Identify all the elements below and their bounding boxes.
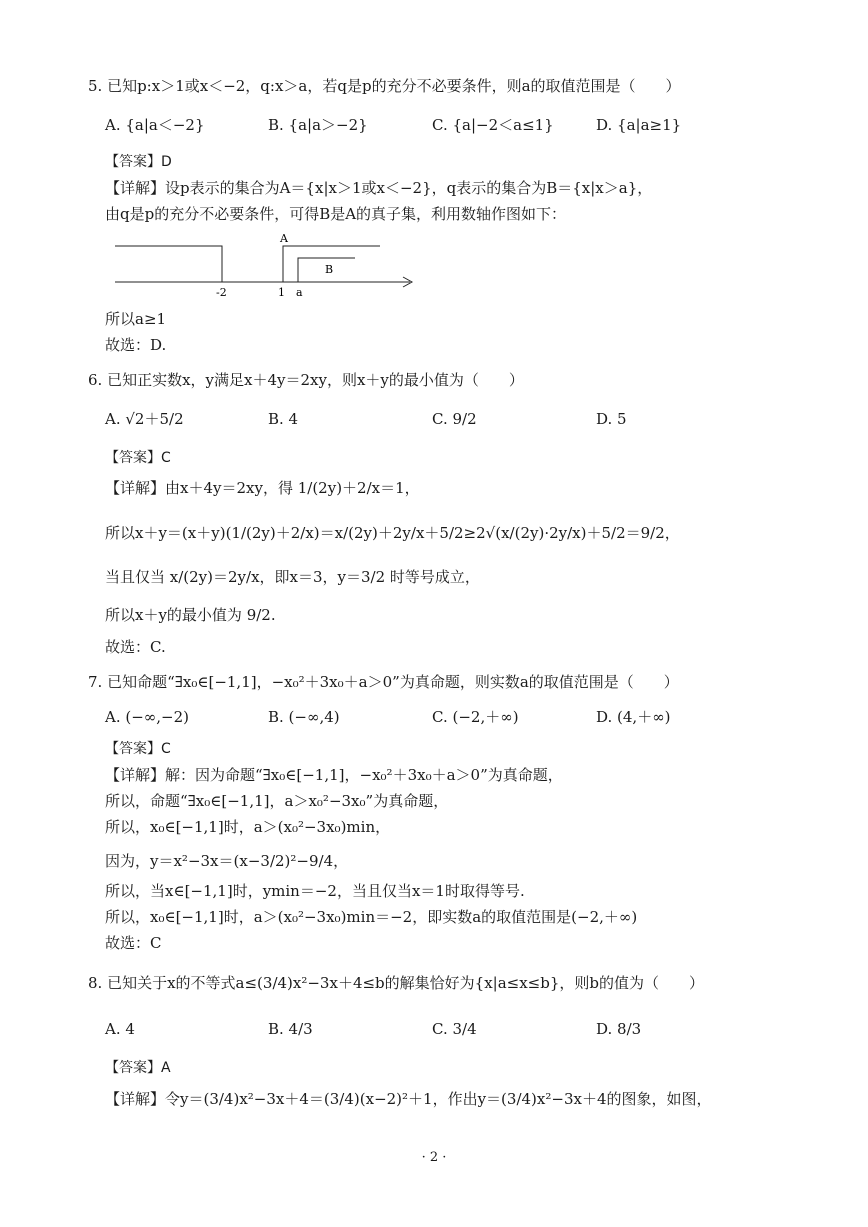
question-6-detail-4: 所以x＋y的最小值为 9/2. — [105, 606, 276, 624]
question-7-detail-7: 故选：C — [105, 934, 162, 952]
question-6-detail-2: 所以x＋y＝(x＋y)(1/(2y)＋2/x)＝x/(2y)＋2y/x＋5/2≥2√(x/(2y)·2y/x)＋5/2＝9/2， — [105, 524, 680, 542]
question-7-answer: 【答案】C — [105, 741, 171, 757]
tick-neg2-label: -2 — [216, 286, 227, 299]
question-5-option-d: D. {a|a≥1} — [596, 116, 682, 134]
question-8-stem: 8. 已知关于x的不等式a≤(3/4)x²−3x＋4≤b的解集恰好为{x|a≤x≤b}，则b的值为（ ） — [88, 974, 704, 992]
question-5-detail-4: 故选：D. — [105, 336, 167, 354]
question-8-option-d: D. 8/3 — [596, 1020, 642, 1038]
question-5-option-b: B. {a|a＞−2} — [268, 116, 368, 134]
question-7-option-b: B. (−∞,4) — [268, 708, 340, 726]
question-6-option-b: B. 4 — [268, 410, 299, 428]
question-7-option-c: C. (−2,＋∞) — [432, 708, 519, 726]
set-b-label: B — [325, 263, 334, 276]
question-7-detail-2: 所以，命题“∃x₀∈[−1,1]，a＞x₀²−3x₀”为真命题， — [105, 792, 449, 810]
question-8-option-b: B. 4/3 — [268, 1020, 313, 1038]
question-6-detail-1: 【详解】由x＋4y＝2xy，得 1/(2y)＋2/x＝1， — [105, 479, 420, 497]
question-7-detail-1: 【详解】解：因为命题“∃x₀∈[−1,1]，−x₀²＋3x₀＋a＞0”为真命题， — [105, 766, 563, 784]
question-5-detail-1: 【详解】设p表示的集合为A＝{x|x＞1或x＜−2}，q表示的集合为B＝{x|x＞a}， — [105, 179, 653, 197]
question-6-option-d: D. 5 — [596, 410, 627, 428]
set-a-label: A — [280, 232, 288, 245]
number-line-figure — [110, 228, 420, 300]
question-7-detail-3: 所以，x₀∈[−1,1]时，a＞(x₀²−3x₀)min， — [105, 818, 391, 836]
question-7-detail-5: 所以，当x∈[−1,1]时，ymin＝−2，当且仅当x＝1时取得等号. — [105, 882, 525, 900]
question-5-stem: 5. 已知p:x＞1或x＜−2，q:x＞a，若q是p的充分不必要条件，则a的取值范围是（ ） — [88, 77, 681, 95]
question-7-option-a: A. (−∞,−2) — [105, 708, 190, 726]
tick-a-label: a — [296, 286, 303, 299]
question-6-answer: 【答案】C — [105, 450, 171, 466]
question-8-option-c: C. 3/4 — [432, 1020, 477, 1038]
question-7-option-d: D. (4,＋∞) — [596, 708, 671, 726]
question-8-option-a: A. 4 — [105, 1020, 135, 1038]
question-6-option-c: C. 9/2 — [432, 410, 477, 428]
question-7-stem: 7. 已知命题“∃x₀∈[−1,1]，−x₀²＋3x₀＋a＞0”为真命题，则实数a的取值范围是（ ） — [88, 673, 679, 691]
tick-1-label: 1 — [278, 286, 285, 299]
question-5-option-c: C. {a|−2＜a≤1} — [432, 116, 554, 134]
question-6-option-a: A. √2＋5/2 — [105, 410, 184, 428]
question-5-answer: 【答案】D — [105, 154, 172, 170]
page-number: · 2 · — [421, 1150, 447, 1165]
question-7-detail-6: 所以，x₀∈[−1,1]时，a＞(x₀²−3x₀)min＝−2，即实数a的取值范围是(−2,＋∞) — [105, 908, 638, 926]
question-8-answer: 【答案】A — [105, 1060, 171, 1076]
question-6-stem: 6. 已知正实数x，y满足x＋4y＝2xy，则x＋y的最小值为（ ） — [88, 371, 524, 389]
question-5-detail-3: 所以a≥1 — [105, 310, 167, 328]
question-6-detail-3: 当且仅当 x/(2y)＝2y/x，即x＝3，y＝3/2 时等号成立， — [105, 568, 480, 586]
question-7-detail-4: 因为，y＝x²−3x＝(x−3/2)²−9/4， — [105, 852, 349, 870]
question-8-detail-1: 【详解】令y＝(3/4)x²−3x＋4＝(3/4)(x−2)²＋1，作出y＝(3/4)x²−3x＋4的图象，如图， — [105, 1090, 712, 1108]
question-5-option-a: A. {a|a＜−2} — [105, 116, 205, 134]
question-6-detail-5: 故选：C. — [105, 638, 166, 656]
question-5-detail-2: 由q是p的充分不必要条件，可得B是A的真子集，利用数轴作图如下： — [105, 205, 567, 223]
